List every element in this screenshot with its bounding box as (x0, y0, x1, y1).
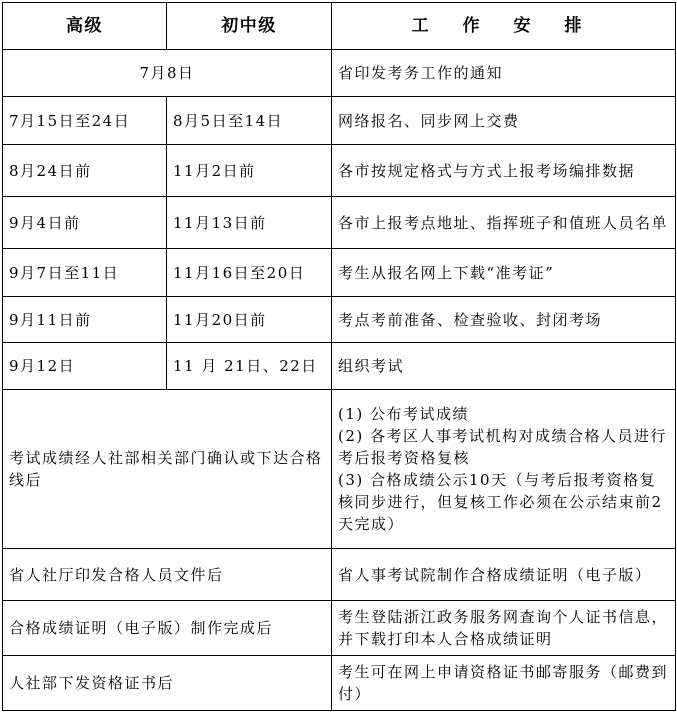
header-junior: 初中级 (167, 3, 332, 50)
condition-cell: 合格成绩证明（电子版）制作完成后 (3, 601, 332, 656)
date-merged-cell: 7月8日 (3, 50, 332, 97)
junior-date-cell: 11月20日前 (167, 297, 332, 343)
table-row (3, 197, 676, 249)
table-row (3, 97, 676, 145)
advanced-date-cell: 9月7日至11日 (3, 249, 167, 297)
work-item: (1) 公布考试成绩 (338, 405, 470, 423)
junior-date-cell: 8月5日至14日 (167, 97, 332, 145)
table-row (3, 549, 676, 601)
junior-date-cell: 11月13日前 (167, 197, 332, 249)
work-cell: 各市按规定格式与方式上报考场编排数据 (332, 145, 676, 197)
work-cell (332, 390, 676, 549)
header-work-arrangement: 工 作 安 排 (332, 3, 676, 50)
table-row (3, 343, 676, 390)
table-row (3, 656, 676, 711)
advanced-date-cell: 9月12日 (3, 343, 167, 390)
table-row (3, 297, 676, 343)
work-item: (2) 各考区人事考试机构对成绩合格人员进行考后报考资格复核 (338, 427, 668, 467)
junior-date-cell: 11 月 21日、22日 (167, 343, 332, 390)
work-cell: 省人事考试院制作合格成绩证明（电子版） (332, 549, 676, 601)
advanced-date-cell: 9月4日前 (3, 197, 167, 249)
table-row (3, 390, 676, 549)
table-header-row (3, 3, 676, 50)
table-row (3, 249, 676, 297)
condition-cell: 人社部下发资格证书后 (3, 656, 332, 711)
work-cell: 网络报名、同步网上交费 (332, 97, 676, 145)
advanced-date-cell: 9月11日前 (3, 297, 167, 343)
table-row (3, 601, 676, 656)
header-advanced: 高级 (3, 3, 167, 50)
condition-cell: 省人社厅印发合格人员文件后 (3, 549, 332, 601)
advanced-date-cell: 7月15日至24日 (3, 97, 167, 145)
work-cell: 组织考试 (332, 343, 676, 390)
work-cell: 各市上报考点地址、指挥班子和值班人员名单 (332, 197, 676, 249)
exam-schedule-table (2, 2, 676, 711)
table-row (3, 145, 676, 197)
work-cell: 省印发考务工作的通知 (332, 50, 676, 97)
junior-date-cell: 11月2日前 (167, 145, 332, 197)
work-item: (3) 合格成绩公示10天（与考后报考资格复核同步进行，但复核工作必须在公示结束前2天完成） (338, 471, 663, 533)
junior-date-cell: 11月16日至20日 (167, 249, 332, 297)
advanced-date-cell: 8月24日前 (3, 145, 167, 197)
work-cell: 考生登陆浙江政务服务网查询个人证书信息，并下载打印本人合格成绩证明 (332, 601, 676, 656)
work-cell: 考点考前准备、检查验收、封闭考场 (332, 297, 676, 343)
condition-cell: 考试成绩经人社部相关部门确认或下达合格线后 (3, 390, 332, 549)
work-cell: 考生可在网上申请资格证书邮寄服务（邮费到付） (332, 656, 676, 711)
work-cell: 考生从报名网上下载“准考证” (332, 249, 676, 297)
table-row (3, 50, 676, 97)
